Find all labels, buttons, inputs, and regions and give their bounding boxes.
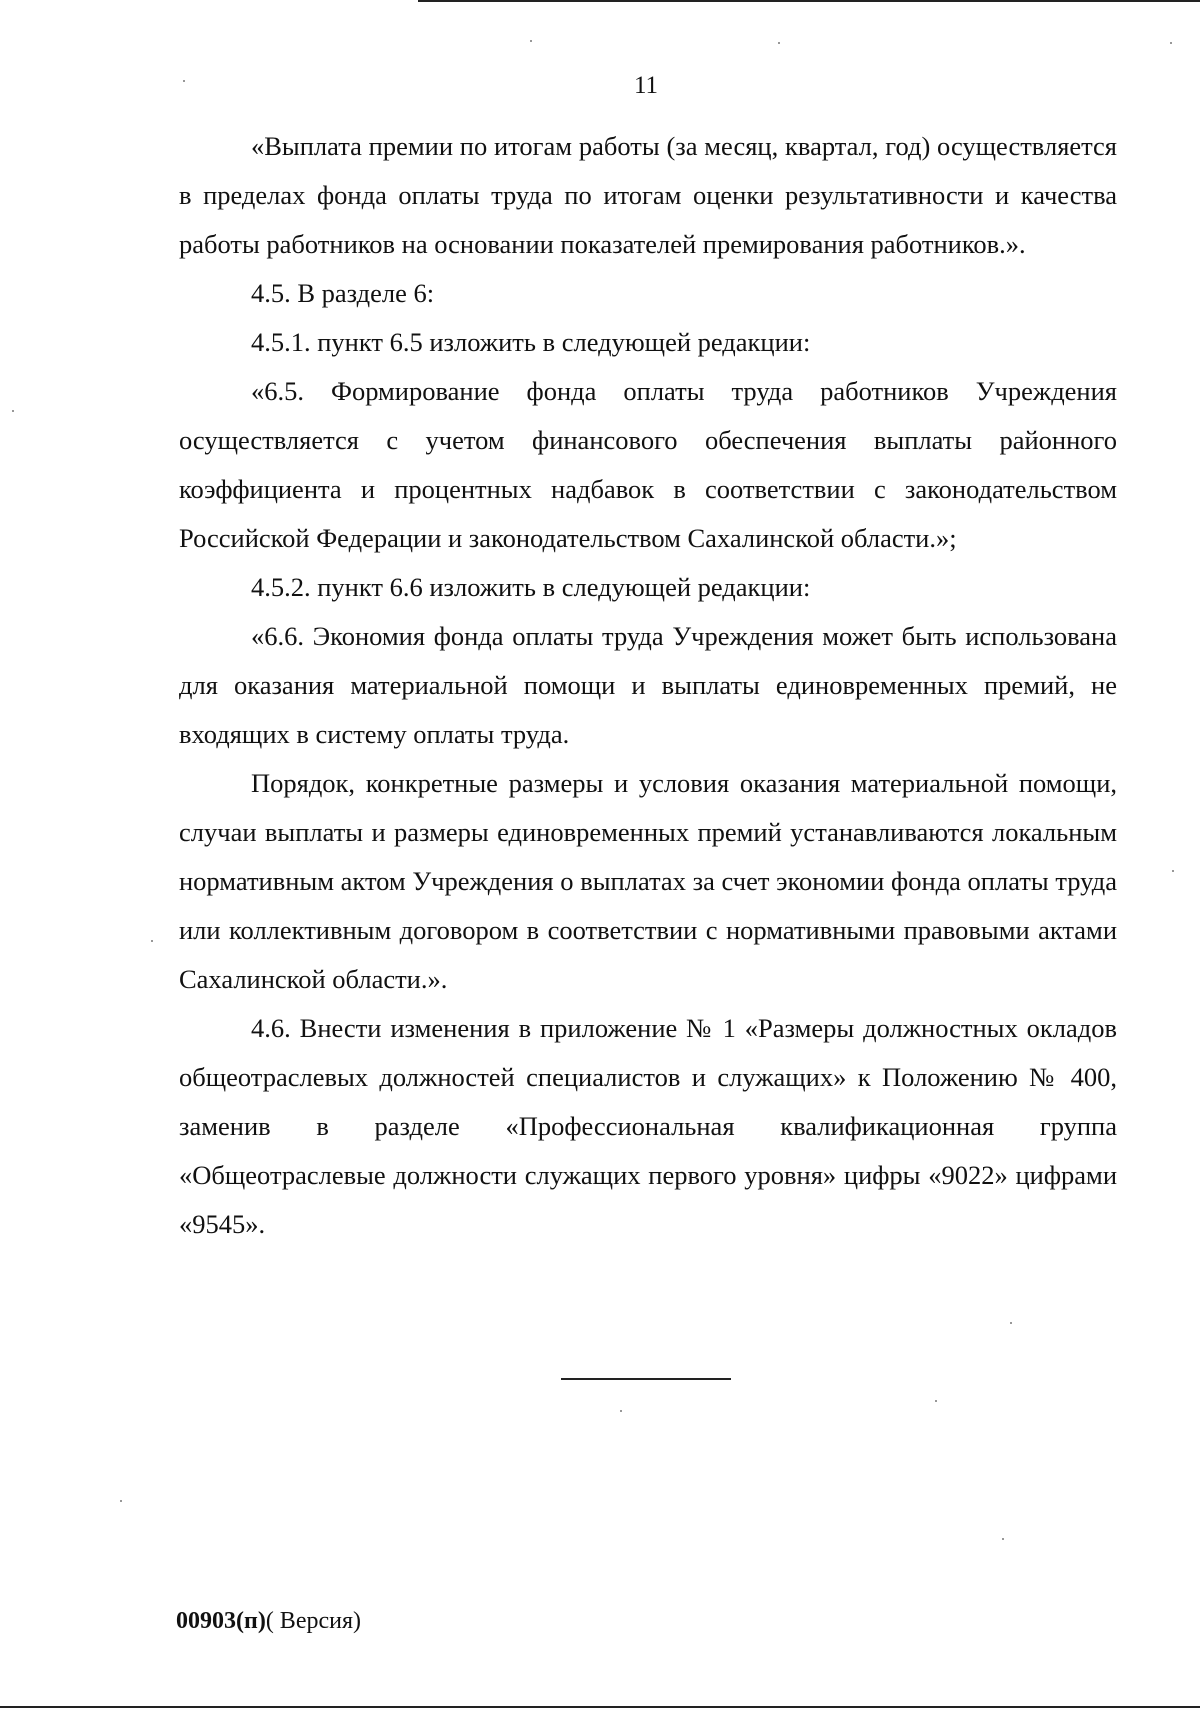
paragraph-bonus-payment: «Выплата премии по итогам работы (за месяц, квартал, год) осуществляется в пределах фонда оплаты труда по итогам оценки результативности и качества работы работников на основании показателей премирования работников.». bbox=[179, 131, 1117, 259]
paragraph-procedure: Порядок, конкретные размеры и условия оказания материальной помощи, случаи выплаты и размеры единовременных премий устанавливаются локальным нормативным актом Учреждения о выплатах за счет экономии фонда оплаты труда или коллективным договором в соответствии с нормативными правовыми актами Сахалинской области.». bbox=[179, 768, 1117, 994]
document-code: 00903(п) bbox=[176, 1608, 266, 1634]
document-footer bbox=[176, 1608, 361, 1635]
paragraph-item-6-6: «6.6. Экономия фонда оплаты труда Учреждения может быть использована для оказания материальной помощи и выплаты единовременных премий, не входящих в систему оплаты труда. bbox=[179, 621, 1117, 749]
scan-speck bbox=[935, 1400, 937, 1402]
scan-speck bbox=[778, 42, 780, 44]
paragraph-section-4-5-2: 4.5.2. пункт 6.6 изложить в следующей редакции: bbox=[251, 572, 811, 602]
scan-speck bbox=[12, 410, 14, 412]
page-number: 11 bbox=[633, 72, 659, 99]
scan-speck bbox=[620, 1410, 622, 1412]
document-version: ( Версия) bbox=[265, 1608, 361, 1634]
scan-speck bbox=[1010, 1322, 1012, 1324]
paragraph-item-6-5: «6.5. Формирование фонда оплаты труда работников Учреждения осуществляется с учетом финансового обеспечения выплаты районного коэффициента и процентных надбавок в соответствии с законодательством Российской Федерации и законодательством Сахалинской области.»; bbox=[179, 376, 1117, 553]
top-border-line bbox=[418, 0, 1200, 2]
document-body bbox=[179, 122, 1117, 1249]
bottom-border-line bbox=[0, 1706, 1200, 1708]
scan-speck bbox=[1002, 1538, 1004, 1540]
end-of-text-line bbox=[561, 1378, 731, 1380]
scan-speck bbox=[183, 80, 185, 82]
paragraph-section-4-5-1: 4.5.1. пункт 6.5 изложить в следующей редакции: bbox=[251, 327, 811, 357]
scan-speck bbox=[120, 1500, 122, 1502]
scan-speck bbox=[1170, 42, 1172, 44]
scan-speck bbox=[1172, 870, 1174, 872]
scan-speck bbox=[151, 940, 153, 942]
paragraph-section-4-6: 4.6. Внести изменения в приложение № 1 «Размеры должностных окладов общеотраслевых должностей специалистов и служащих» к Положению № 400, заменив в разделе «Профессиональная квалификационная группа «Общеотраслевые должности служащих первого уровня» цифры «9022» цифрами «9545». bbox=[179, 1013, 1117, 1239]
paragraph-section-4-5: 4.5. В разделе 6: bbox=[251, 278, 435, 308]
scan-speck bbox=[530, 40, 532, 42]
